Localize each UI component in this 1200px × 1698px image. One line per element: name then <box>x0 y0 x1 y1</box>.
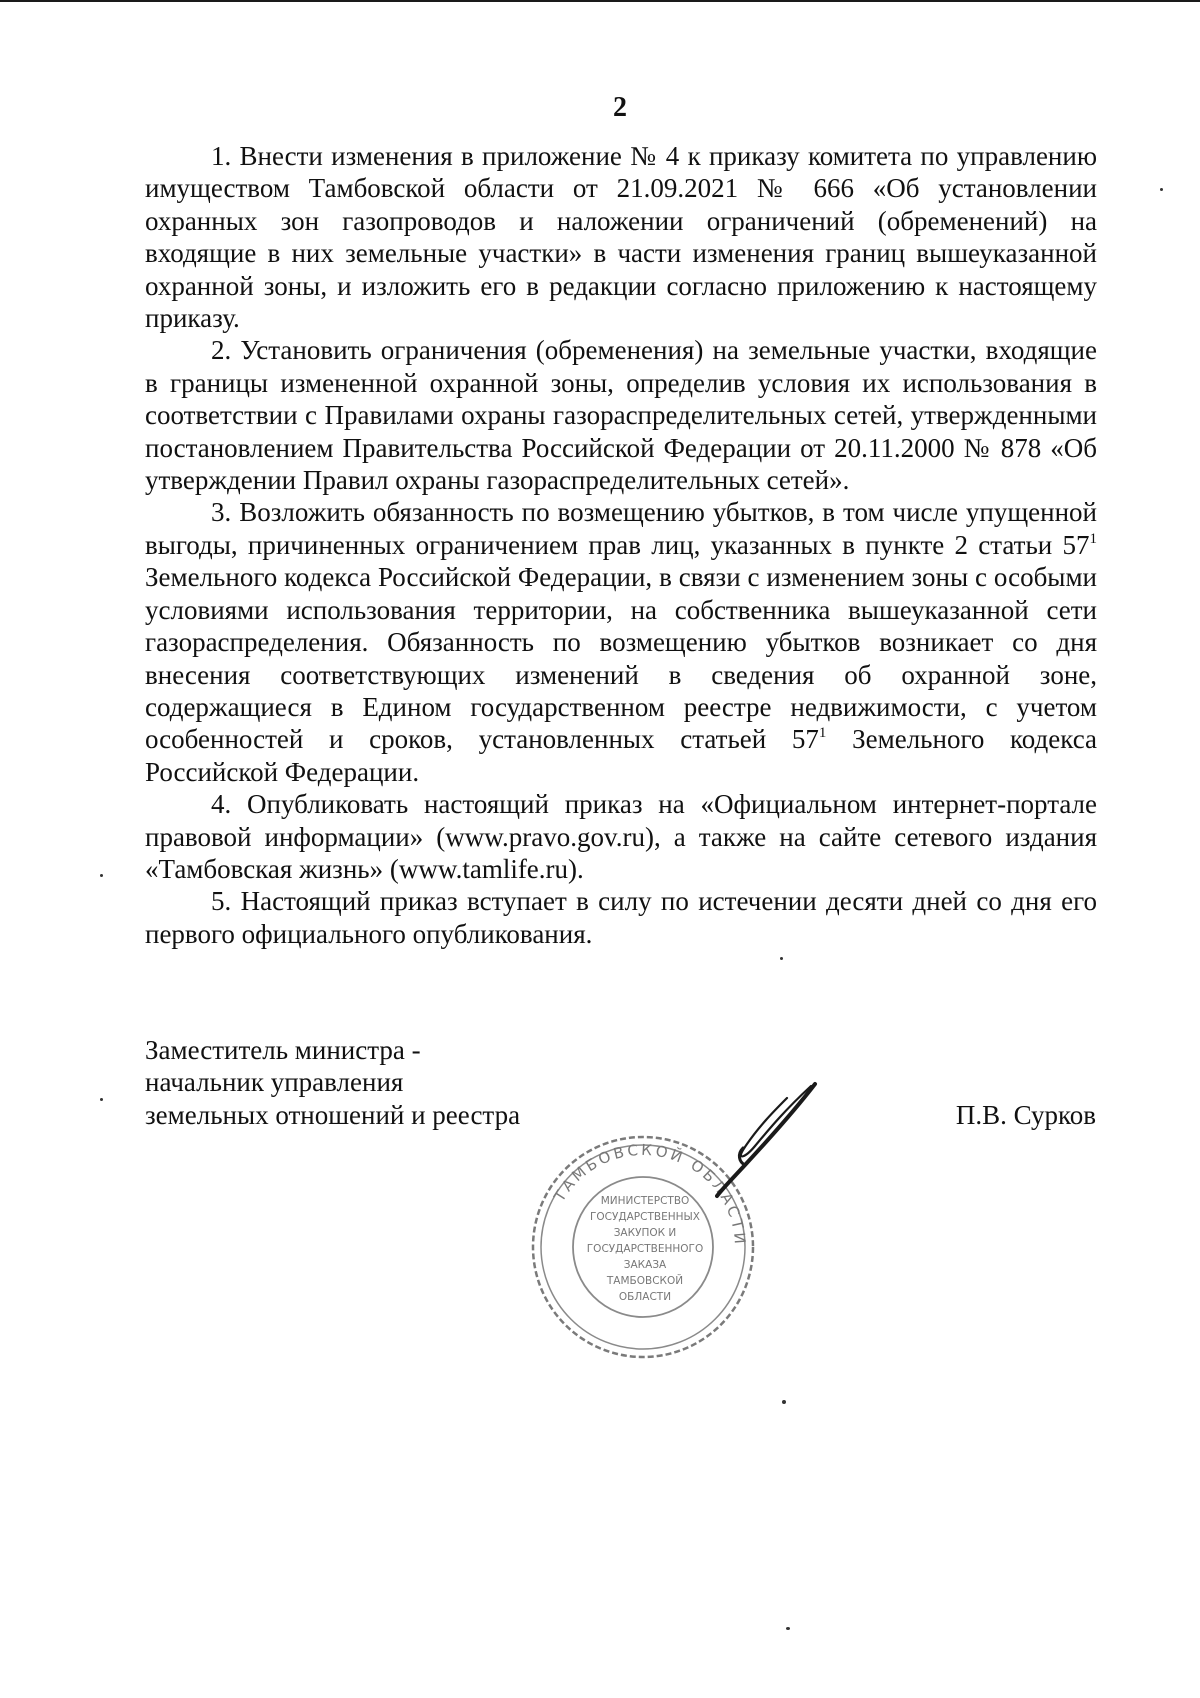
seal-line-2: ГОСУДАРСТВЕННЫХ <box>590 1211 700 1223</box>
scan-speck <box>780 957 783 960</box>
seal-outer-text: ТАМБОВСКОЙ ОБЛАСТИ <box>550 1140 750 1248</box>
handwritten-signature <box>715 1080 825 1200</box>
superscript-2: 1 <box>818 725 827 742</box>
seal-line-4: ГОСУДАРСТВЕННОГО <box>586 1243 704 1255</box>
document-body <box>145 140 1097 950</box>
scan-speck <box>100 1098 103 1101</box>
page-number: 2 <box>613 92 627 123</box>
paragraph-3-part-a: 3. Возложить обязанность по возмещению убытков, в том числе упущенной выгоды, причиненных ограничением прав лиц, указанных в пункте 2 статьи 57 <box>145 497 1097 560</box>
paragraph-3 <box>145 496 1097 788</box>
scan-speck <box>786 1627 790 1630</box>
paragraph-3-part-c: Земельного кодекса Российской Федерации. <box>145 724 1097 787</box>
scan-speck <box>100 874 103 877</box>
scan-speck <box>1160 188 1163 191</box>
seal-line-5: ЗАКАЗА <box>623 1259 667 1271</box>
signatory-title-line-2: начальник управления <box>145 1067 404 1098</box>
paragraph-5: 5. Настоящий приказ вступает в силу по истечении десяти дней со дня его первого официального опубликования. <box>145 886 1097 949</box>
signatory-name: П.В. Сурков <box>955 1100 1096 1130</box>
paragraph-4: 4. Опубликовать настоящий приказ на «Официальном интернет-портале правовой информации» (www.pravo.gov.ru), а также на сайте сетевого издания «Тамбовская жизнь» (www.tamlife.ru). <box>145 789 1097 884</box>
signatory-title-line-1: Заместитель министра - <box>145 1035 421 1065</box>
seal-line-3: ЗАКУПОК И <box>613 1227 677 1239</box>
page-edge <box>0 0 1200 2</box>
paragraph-2: 2. Установить ограничения (обременения) на земельные участки, входящие в границы измененной охранной зоны, определив условия их использования в соответствии с Правилами охраны газораспределительных сетей, утвержденными постановлением Правительства Российской Федерации от 20.11.2000 № 878 «Об утверждении Правил охраны газораспределительных сетей». <box>145 335 1097 496</box>
seal-line-7: ОБЛАСТИ <box>618 1291 672 1303</box>
paragraph-1: 1. Внести изменения в приложение № 4 к приказу комитета по управлению имуществом Тамбовской области от 21.09.2021 № 666 «Об установлении охранных зон газопроводов и наложении ограничений (обременений) на входящие в них земельные участки» в части изменения границ вышеуказанной охранной зоны, и изложить его в редакции согласно приложению к настоящему приказу. <box>145 141 1097 334</box>
seal-line-1: МИНИСТЕРСТВО <box>600 1195 690 1207</box>
scan-speck <box>782 1400 786 1404</box>
seal-line-6: ТАМБОВСКОЙ <box>606 1275 684 1287</box>
signatory-title <box>145 1034 520 1131</box>
superscript-1: 1 <box>1089 530 1097 547</box>
signatory-title-line-3: земельных отношений и реестра <box>145 1099 521 1130</box>
paragraph-3-part-b: Земельного кодекса Российской Федерации, в связи с изменением зоны с особыми условиями использования территории, на собственника вышеуказанной сети газораспределения. Обязанность по возмещению убытков возникает со дня внесения соответствующих изменений в сведения об охранной зоне, содержащиеся в Едином государственном реестре недвижимости, с учетом особенностей и сроков, установленных статьей 57 <box>145 562 1097 755</box>
